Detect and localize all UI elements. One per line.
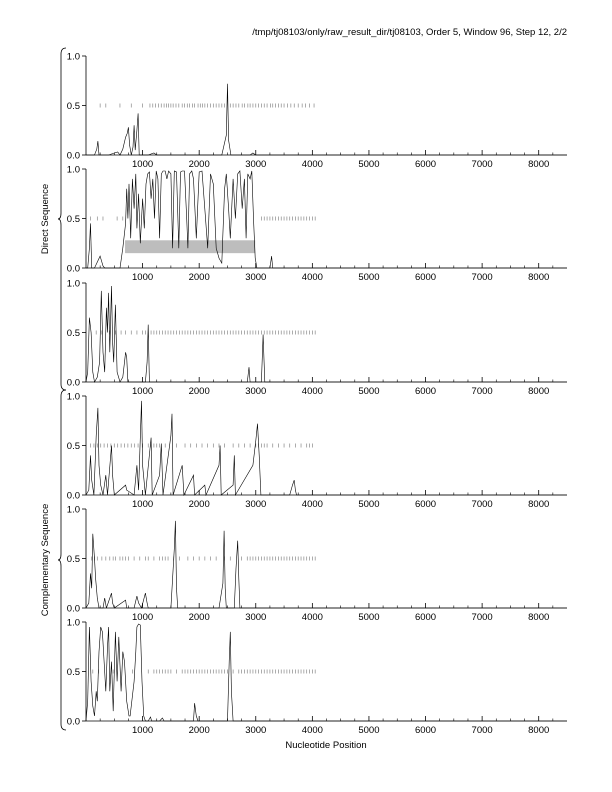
x-tick-label: 1000 <box>132 386 154 397</box>
x-tick-label: 1000 <box>132 159 154 170</box>
panel-3 <box>67 279 567 398</box>
x-tick-label: 1000 <box>132 725 154 736</box>
y-tick-label: 0.0 <box>66 377 80 389</box>
x-tick-label: 5000 <box>358 725 380 736</box>
y-tick-label: 0.0 <box>66 716 80 728</box>
x-tick-label: 3000 <box>245 272 267 283</box>
x-tick-label: 4000 <box>301 499 323 510</box>
y-tick-label: 1.0 <box>66 51 80 63</box>
x-tick-label: 3000 <box>245 159 267 170</box>
x-tick-label: 7000 <box>471 386 493 397</box>
panel-6 <box>67 618 567 737</box>
x-tick-label: 3000 <box>245 725 267 736</box>
direct-sequence-label: Direct Sequence <box>40 183 51 255</box>
x-tick-label: 2000 <box>188 272 210 283</box>
y-tick-label: 1.0 <box>66 391 80 403</box>
x-tick-label: 5000 <box>358 612 380 623</box>
x-tick-label: 8000 <box>528 612 550 623</box>
x-tick-label: 4000 <box>301 725 323 736</box>
x-tick-label: 7000 <box>471 272 493 283</box>
figure-title: /tmp/tj08103/only/raw_result_dir/tj08103, Order 5, Window 96, Step 12, 2/2 <box>252 27 567 38</box>
x-tick-label: 5000 <box>358 386 380 397</box>
x-tick-label: 1000 <box>132 272 154 283</box>
series-line <box>86 286 567 382</box>
x-tick-label: 5000 <box>358 272 380 283</box>
x-tick-label: 6000 <box>414 272 437 283</box>
x-tick-label: 4000 <box>301 612 323 623</box>
x-tick-label: 4000 <box>301 272 323 283</box>
x-tick-label: 4000 <box>301 159 323 170</box>
x-tick-label: 6000 <box>414 612 437 623</box>
x-tick-label: 8000 <box>528 272 550 283</box>
x-tick-label: 5000 <box>358 499 380 510</box>
x-tick-label: 2000 <box>188 499 210 510</box>
complementary-sequence-label: Complementary Sequence <box>40 503 51 617</box>
x-tick-label: 8000 <box>528 159 550 170</box>
x-tick-label: 3000 <box>245 499 267 510</box>
y-tick-label: 0.5 <box>66 328 80 339</box>
series-line <box>86 171 567 268</box>
x-tick-label: 8000 <box>528 499 550 510</box>
y-tick-label: 0.5 <box>66 101 80 112</box>
complementary-sequence-bracket <box>58 390 66 730</box>
y-tick-label: 0.5 <box>66 441 80 452</box>
x-tick-label: 2000 <box>188 386 210 397</box>
y-tick-label: 0.5 <box>66 667 80 678</box>
y-tick-label: 0.0 <box>66 150 80 162</box>
panel-2 <box>67 165 567 284</box>
x-tick-label: 1000 <box>132 612 154 623</box>
y-tick-label: 1.0 <box>66 504 80 516</box>
x-tick-label: 2000 <box>188 725 210 736</box>
x-tick-label: 6000 <box>414 159 437 170</box>
x-tick-label: 3000 <box>245 612 267 623</box>
y-tick-label: 0.0 <box>66 490 80 502</box>
x-tick-label: 5000 <box>358 159 380 170</box>
x-tick-label: 7000 <box>471 725 493 736</box>
y-tick-label: 1.0 <box>66 617 80 629</box>
x-tick-label: 6000 <box>414 499 437 510</box>
series-line <box>86 521 567 608</box>
panel-4 <box>67 392 567 511</box>
x-tick-label: 7000 <box>471 499 493 510</box>
x-tick-label: 8000 <box>528 386 550 397</box>
y-tick-label: 0.5 <box>66 214 80 225</box>
x-tick-label: 1000 <box>132 499 154 510</box>
panels <box>67 52 567 737</box>
x-tick-label: 4000 <box>301 386 323 397</box>
gene-bar <box>125 240 255 253</box>
panel-1 <box>67 52 567 171</box>
x-tick-label: 7000 <box>471 159 493 170</box>
y-tick-label: 0.5 <box>66 554 80 565</box>
x-tick-label: 8000 <box>528 725 550 736</box>
series-line <box>86 84 567 155</box>
y-tick-label: 1.0 <box>66 278 80 290</box>
x-tick-label: 2000 <box>188 612 210 623</box>
x-tick-label: 6000 <box>414 725 437 736</box>
group-brackets <box>40 48 66 730</box>
series-line <box>86 624 567 721</box>
x-axis-title: Nucleotide Position <box>285 740 367 751</box>
y-tick-label: 0.0 <box>66 603 80 615</box>
direct-sequence-bracket <box>58 48 66 390</box>
series-line <box>86 401 567 495</box>
x-tick-label: 3000 <box>245 386 267 397</box>
x-tick-label: 2000 <box>188 159 210 170</box>
x-tick-label: 7000 <box>471 612 493 623</box>
panel-5 <box>67 505 567 624</box>
x-tick-label: 6000 <box>414 386 437 397</box>
y-tick-label: 0.0 <box>66 263 80 275</box>
y-tick-label: 1.0 <box>66 164 80 176</box>
